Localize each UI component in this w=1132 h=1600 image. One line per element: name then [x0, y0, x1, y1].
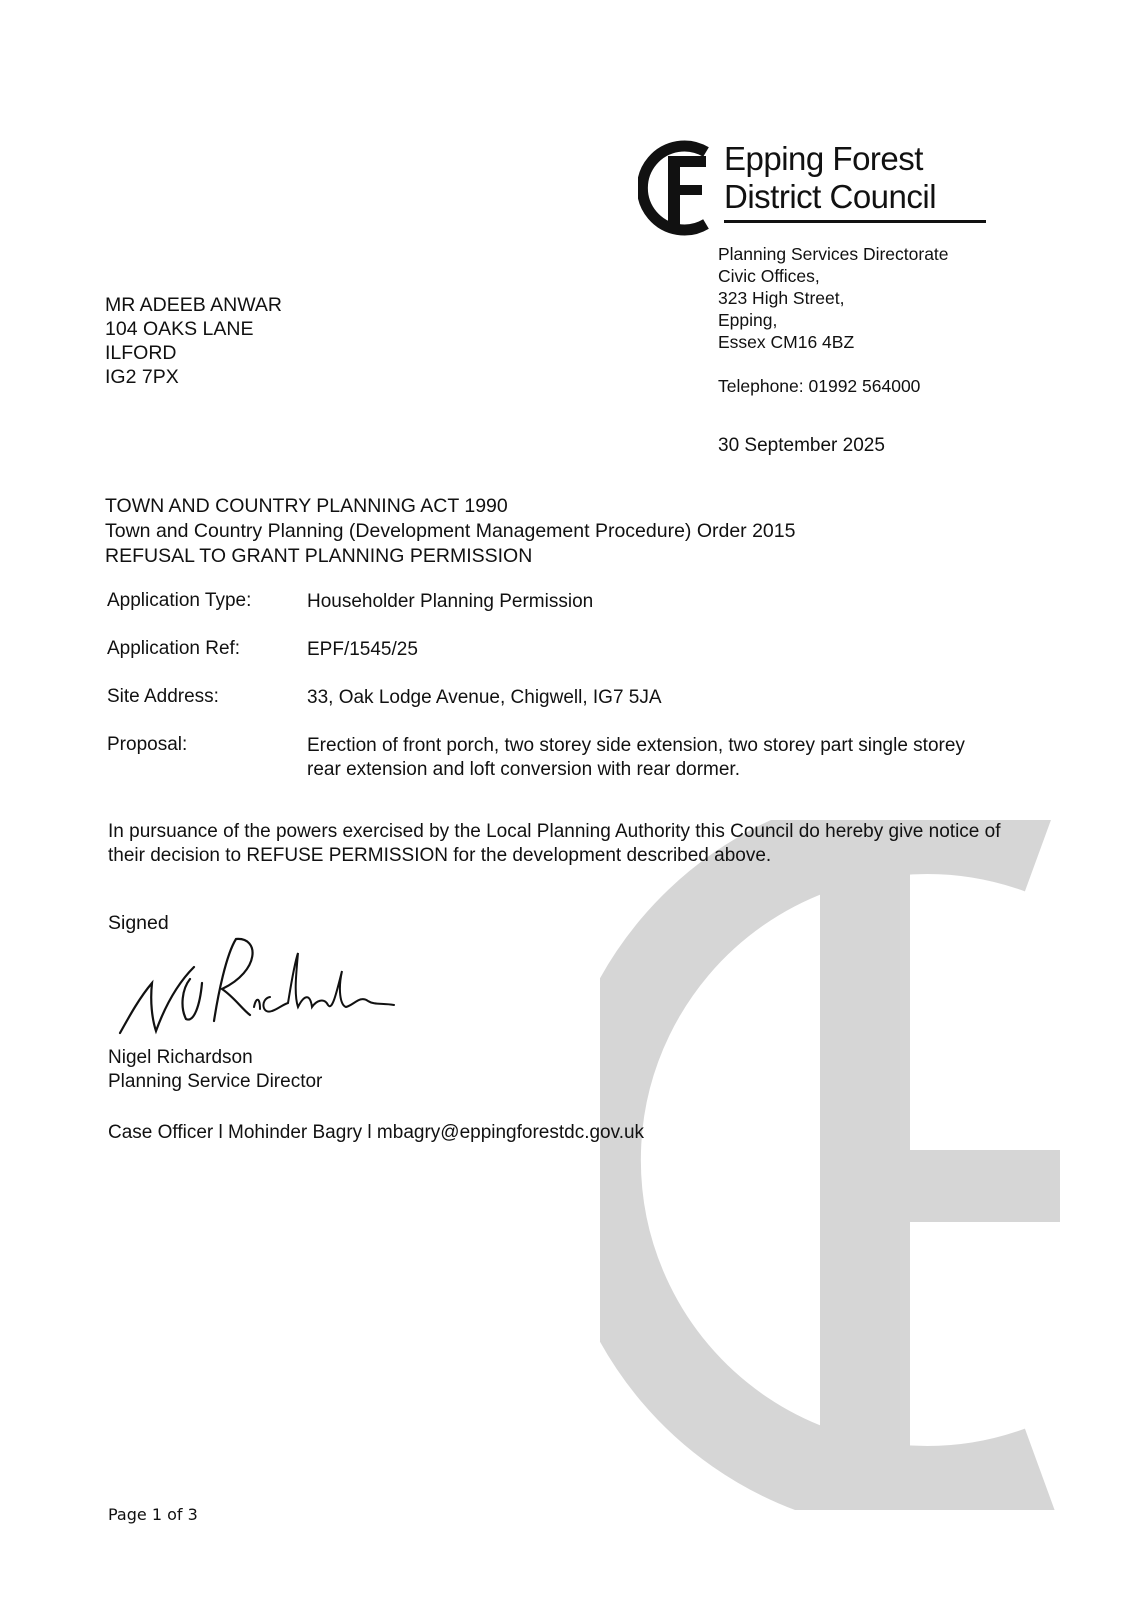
signature-icon [110, 935, 400, 1045]
application-ref-label: Application Ref: [107, 638, 241, 659]
heading-line-3: REFUSAL TO GRANT PLANNING PERMISSION [105, 545, 533, 567]
council-address-line-1: Civic Offices, [718, 266, 820, 286]
site-address-label: Site Address: [107, 686, 219, 707]
signatory-name: Nigel Richardson [108, 1047, 253, 1068]
application-ref-value: EPF/1545/25 [307, 639, 418, 660]
case-officer: Case Officer l Mohinder Bagry l mbagry@eppingforestdc.gov.uk [108, 1122, 645, 1143]
application-type-label: Application Type: [107, 590, 252, 611]
recipient-address [105, 293, 282, 389]
council-address [718, 243, 949, 353]
proposal-label: Proposal: [107, 734, 188, 755]
application-type-value: Householder Planning Permission [307, 591, 594, 612]
council-emblem-icon [638, 138, 718, 238]
site-address-value: 33, Oak Lodge Avenue, Chigwell, IG7 5JA [307, 687, 662, 708]
logo-line-2: District Council [724, 178, 937, 215]
recipient-name: MR ADEEB ANWAR [105, 294, 282, 316]
page-number: Page 1 of 3 [108, 1505, 198, 1524]
signed-label: Signed [108, 912, 169, 934]
council-address-line-3: Epping, [718, 310, 778, 330]
logo-underline [724, 220, 986, 223]
council-address-line-4: Essex CM16 4BZ [718, 332, 855, 352]
heading-line-1: TOWN AND COUNTRY PLANNING ACT 1990 [105, 495, 508, 517]
directorate: Planning Services Directorate [718, 244, 949, 264]
recipient-line-2: ILFORD [105, 342, 177, 364]
heading-line-2: Town and Country Planning (Development Management Procedure) Order 2015 [105, 520, 796, 542]
decision-notice: In pursuance of the powers exercised by the Local Planning Authority this Council do hereby give notice of their decision to REFUSE PERMISSION for the development described above. [108, 821, 1001, 866]
recipient-line-3: IG2 7PX [105, 366, 179, 388]
logo-line-1: Epping Forest [724, 140, 923, 177]
telephone: Telephone: 01992 564000 [718, 376, 921, 396]
watermark-logo-icon [600, 820, 1060, 1510]
proposal-value: Erection of front porch, two storey side extension, two storey part single storey rear extension and loft conversion with rear dormer. [307, 735, 965, 780]
signatory-title: Planning Service Director [108, 1071, 323, 1092]
council-address-line-2: 323 High Street, [718, 288, 845, 308]
letter-heading [105, 494, 795, 569]
recipient-line-1: 104 OAKS LANE [105, 318, 254, 340]
council-logo [638, 138, 988, 238]
letter-date: 30 September 2025 [718, 435, 885, 456]
signatory [108, 1046, 322, 1094]
